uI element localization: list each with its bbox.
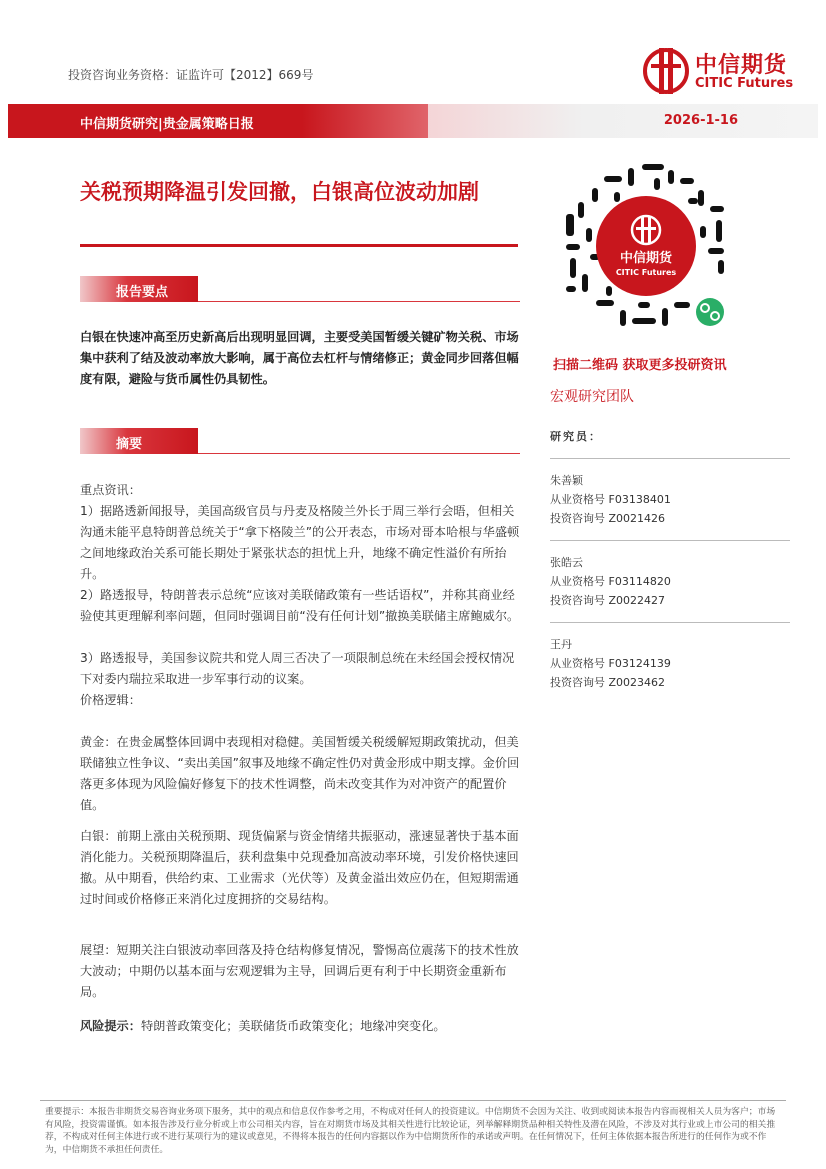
researcher-name: 朱善颖 bbox=[550, 474, 583, 487]
report-date: 2026-1-16 bbox=[663, 113, 738, 128]
team-name: 宏观研究团队 bbox=[550, 389, 634, 405]
silver-paragraph: 白银：前期上涨由关税预期、现货偏紧与资金情绪共振驱动，涨速显著快于基本面消化能力。关税预期降温后，获利盘集中兑现叠加高波动率环境，引发价格快速回撤。从中期看，供给约束、工业需求（光伏等）及黄金溢出效应仍在，但短期需通过时间或价格修正来消化过度拥挤的交易结构。 bbox=[80, 829, 519, 906]
qr-center-en: CITIC Futures bbox=[615, 268, 677, 277]
key-points-text: 白银在快速冲高至历史新高后出现明显回调，主要受美国暂缓关键矿物关税、市场集中获利了结及波动率放大影响，属于高位去杠杆与情绪修正；黄金同步回落但幅度有限，避险与货币属性仍具韧性。 bbox=[80, 330, 519, 386]
news-item-2: 2）路透报导，特朗普表示总统“应该对美联储政策有一些话语权”，并称其商业经验使其更理解利率问题，但同时强调目前“没有任何计划”撤换美联储主席鲍威尔。 bbox=[80, 588, 520, 623]
news-item-1: 1）据路透新闻报导，美国高级官员与丹麦及格陵兰外长于周三举行会晤，但相关沟通未能平息特朗普总统关于“拿下格陵兰”的公开表态，市场对哥本哈根与华盛顿之间地缘政治关系可能长期处于紧张状态的担忧上升，地缘不确定性溢价有所抬升。 bbox=[80, 504, 520, 581]
risk-line bbox=[80, 1016, 520, 1037]
researcher-divider bbox=[550, 458, 790, 459]
summary-heading: 摘要 bbox=[116, 437, 143, 452]
report-title: 关税预期降温引发回撤，白银高位波动加剧 bbox=[80, 180, 479, 204]
section-header-summary bbox=[80, 428, 520, 454]
researcher-entry bbox=[550, 471, 790, 528]
researcher-list bbox=[550, 428, 790, 692]
footer-divider bbox=[40, 1100, 786, 1101]
outlook-paragraph: 展望：短期关注白银波动率回落及持仓结构修复情况，警惕高位震荡下的技术性放大波动；中期仍以基本面与宏观逻辑为主导，回调后更有利于中长期资金重新布局。 bbox=[80, 943, 519, 999]
researcher-entry bbox=[550, 553, 790, 610]
news-item-3: 3）路透报导，美国参议院共和党人周三否决了一项限制总统在未经国会授权情况下对委内瑞拉采取进一步军事行动的议案。 bbox=[80, 651, 515, 686]
researcher-divider bbox=[550, 622, 790, 623]
report-banner bbox=[8, 104, 818, 138]
section-header-key-points bbox=[80, 276, 520, 302]
citic-logo bbox=[643, 46, 803, 98]
researcher-name: 王丹 bbox=[550, 638, 572, 651]
title-divider bbox=[80, 244, 518, 247]
risk-text: 特朗普政策变化；美联储货币政策变化；地缘冲突变化。 bbox=[140, 1019, 446, 1033]
banner-grey-bar bbox=[428, 104, 818, 138]
qr-code[interactable] bbox=[562, 162, 730, 330]
researcher-qualification: 从业资格号 F03138401 bbox=[550, 493, 671, 506]
logo-name-en: CITIC Futures bbox=[695, 76, 794, 91]
researcher-name: 张皓云 bbox=[550, 556, 583, 569]
researcher-divider bbox=[550, 540, 790, 541]
researcher-qualification: 从业资格号 F03124139 bbox=[550, 657, 671, 670]
risk-label: 风险提示： bbox=[80, 1019, 141, 1033]
gold-paragraph: 黄金：在贵金属整体回调中表现相对稳健。美国暂缓关税缓解短期政策扰动，但美联储独立性争议、“卖出美国”叙事及地缘不确定性仍对黄金形成中期支撑。金价回落更多体现为风险偏好修复下的技术性调整，尚未改变其作为对冲资产的配置价值。 bbox=[80, 735, 520, 812]
researcher-entry bbox=[550, 635, 790, 692]
banner-title: 中信期货研究|贵金属策略日报 bbox=[80, 117, 254, 132]
researcher-consult-number: 投资咨询号 Z0021426 bbox=[550, 512, 666, 525]
logic-label: 价格逻辑： bbox=[80, 693, 141, 707]
researcher-consult-number: 投资咨询号 Z0022427 bbox=[550, 594, 666, 607]
disclaimer-text: 重要提示：本报告非期货交易咨询业务项下服务，其中的观点和信息仅作参考之用，不构成对任何人的投资建议。中信期货不会因为关注、收到或阅读本报告内容而视相关人员为客户；市场有风险，投资需谨慎。如本报告涉及行业分析或上市公司相关内容，旨在对期货市场及其相关性进行比较论证，列举解释期货品种相关特性及潜在风险，不涉及对其行业或上市公司的相关推荐，不构成对任何主体进行或不进行某项行为的建议或意见，不得将本报告的任何内容据以作为中信期货所作的承诺或声明。在任何情况下，任何主体依据本报告所进行的任何作为或不作为，中信期货不承担任何责任。 bbox=[45, 1107, 776, 1155]
researcher-consult-number: 投资咨询号 Z0023462 bbox=[550, 676, 666, 689]
news-label: 重点资讯： bbox=[80, 483, 141, 497]
researcher-qualification: 从业资格号 F03114820 bbox=[550, 575, 671, 588]
key-points-heading: 报告要点 bbox=[116, 285, 169, 300]
logo-name-cn: 中信期货 bbox=[695, 53, 788, 78]
qr-center-cn: 中信期货 bbox=[619, 251, 673, 266]
license-text: 投资咨询业务资格：证监许可【2012】669号 bbox=[68, 68, 314, 82]
researchers-label: 研究员： bbox=[550, 430, 602, 443]
citic-emblem-icon bbox=[643, 46, 689, 96]
qr-caption: 扫描二维码 获取更多投研资讯 bbox=[553, 358, 727, 373]
